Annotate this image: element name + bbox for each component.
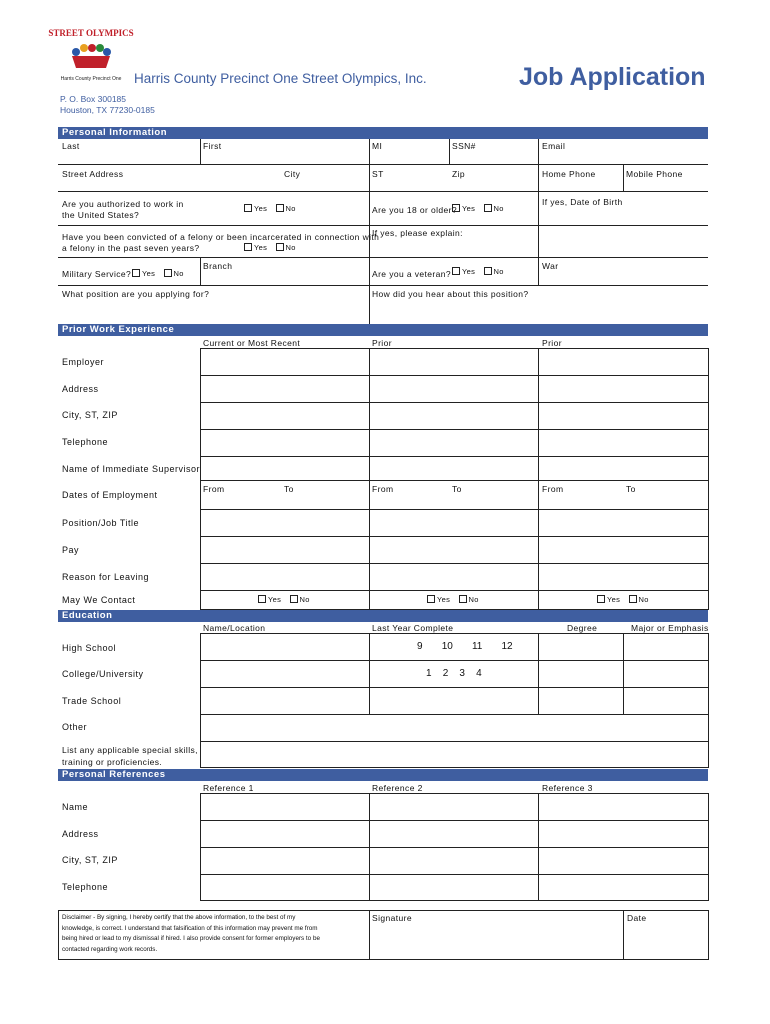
contact-no-checkbox[interactable] [459, 595, 467, 603]
label-work-address: Address [62, 384, 99, 394]
label-work-city: City, ST, ZIP [62, 410, 118, 420]
label-mobile-phone: Mobile Phone [626, 169, 683, 179]
yes-label: Yes [437, 595, 451, 604]
label-email: Email [542, 141, 566, 151]
felony-options [244, 243, 302, 252]
yes-label: Yes [254, 243, 268, 252]
from-label-2: From [372, 484, 394, 494]
disclaimer-line-1: Disclaimer - By signing, I hereby certify that the above information, to the best of my [62, 914, 296, 921]
no-label: No [173, 269, 184, 278]
work-col-current: Current or Most Recent [203, 338, 301, 348]
label-other: Other [62, 722, 88, 732]
label-hear: How did you hear about this position? [372, 289, 529, 299]
from-label-1: From [203, 484, 225, 494]
no-label: No [468, 595, 479, 604]
label-military: Military Service? [62, 269, 132, 279]
first-name-input[interactable] [203, 152, 370, 164]
section-personal-references: Personal References [58, 769, 708, 781]
address-line1: P. O. Box 300185 [60, 94, 127, 104]
college-year-3[interactable]: 3 [459, 668, 465, 679]
label-first: First [203, 141, 222, 151]
section-personal-information: Personal Information [58, 127, 708, 139]
work-col-prior-1: Prior [372, 338, 392, 348]
no-label: No [638, 595, 649, 604]
label-st: ST [372, 169, 384, 179]
label-authorized-2: the United States? [62, 210, 140, 220]
label-age-question: Are you 18 or older? [372, 205, 458, 215]
edu-col-degree: Degree [567, 623, 598, 633]
label-high-school: High School [62, 643, 117, 653]
org-name: Harris County Precinct One Street Olympics, Inc. [134, 71, 427, 86]
work-col-prior-2: Prior [542, 338, 562, 348]
work-grid[interactable] [200, 348, 709, 610]
logo-text: STREET OLYMPICS [48, 28, 134, 38]
no-label: No [493, 267, 504, 276]
hs-year-11[interactable]: 11 [471, 641, 483, 652]
label-signature: Signature [372, 913, 412, 923]
label-ssn: SSN# [452, 141, 476, 151]
edu-col-major: Major or Emphasis [631, 623, 709, 633]
logo-subtext: Harris County Precinct One [60, 76, 122, 82]
label-veteran: Are you a veteran? [372, 269, 452, 279]
authorized-options [244, 204, 302, 213]
label-dates: Dates of Employment [62, 490, 158, 500]
disclaimer-line-4: contacted regarding work records. [62, 945, 158, 953]
contact-yes-checkbox[interactable] [427, 595, 435, 603]
yes-label: Yes [142, 269, 156, 278]
label-street: Street Address [62, 169, 124, 179]
hs-year-options [417, 641, 513, 652]
date-field[interactable] [627, 925, 705, 957]
no-label: No [299, 595, 310, 604]
veteran-options [452, 267, 510, 276]
section-prior-work: Prior Work Experience [58, 324, 708, 336]
label-ref-name: Name [62, 802, 89, 812]
hs-year-10[interactable]: 10 [441, 641, 453, 652]
to-label-1: To [284, 484, 294, 494]
label-ref-city: City, ST, ZIP [62, 855, 118, 865]
from-label-3: From [542, 484, 564, 494]
yes-label: Yes [462, 204, 476, 213]
military-yes-checkbox[interactable] [132, 269, 140, 277]
label-felony-2: a felony in the past seven years? [62, 243, 200, 253]
to-label-3: To [626, 484, 636, 494]
contact-yes-checkbox[interactable] [258, 595, 266, 603]
contact-yes-checkbox[interactable] [597, 595, 605, 603]
label-dob: If yes, Date of Birth [542, 197, 623, 207]
label-employer: Employer [62, 357, 105, 367]
logo [48, 22, 134, 90]
doc-title: Job Application [519, 63, 706, 91]
label-home-phone: Home Phone [542, 169, 596, 179]
label-position: What position are you applying for? [62, 289, 210, 299]
last-name-input[interactable] [62, 152, 200, 164]
label-mi: MI [372, 141, 383, 151]
no-label: No [493, 204, 504, 213]
college-year-2[interactable]: 2 [442, 668, 449, 679]
no-label: No [285, 204, 296, 213]
contact-options-2 [427, 595, 485, 604]
contact-options-1 [258, 595, 316, 604]
edu-col-name: Name/Location [203, 623, 266, 633]
education-grid[interactable] [200, 633, 709, 768]
label-branch: Branch [203, 261, 233, 271]
veteran-no-checkbox[interactable] [484, 267, 492, 275]
yes-label: Yes [254, 204, 268, 213]
label-ref-address: Address [62, 829, 99, 839]
no-label: No [285, 243, 296, 252]
label-zip: Zip [452, 169, 466, 179]
label-pay: Pay [62, 545, 80, 555]
felony-yes-checkbox[interactable] [244, 243, 252, 251]
label-last: Last [62, 141, 80, 151]
yes-label: Yes [268, 595, 282, 604]
edu-col-last-year: Last Year Complete [372, 623, 454, 633]
to-label-2: To [452, 484, 462, 494]
military-options [132, 269, 190, 278]
ref-col-1: Reference 1 [203, 783, 254, 793]
age-options [452, 204, 510, 213]
authorized-yes-checkbox[interactable] [244, 204, 252, 212]
section-education: Education [58, 610, 708, 622]
label-supervisor: Name of Immediate Supervisor [62, 464, 201, 474]
disclaimer-line-3: being hired or lead to my dismissal if hired. I also provide consent for former employers to be [62, 935, 320, 942]
ref-col-3: Reference 3 [542, 783, 593, 793]
label-reason: Reason for Leaving [62, 572, 150, 582]
contact-no-checkbox[interactable] [290, 595, 298, 603]
college-year-1[interactable]: 1 [426, 668, 432, 679]
authorized-no-checkbox[interactable] [276, 204, 284, 212]
disclaimer-line-2: knowledge, is correct. I understand that falsification of this information may prevent me from [62, 924, 318, 932]
label-skills-2: training or proficiencies. [62, 757, 163, 767]
hs-year-9[interactable]: 9 [417, 641, 423, 652]
label-may-contact: May We Contact [62, 595, 136, 605]
label-skills-1: List any applicable special skills, [62, 745, 198, 755]
label-work-telephone: Telephone [62, 437, 109, 447]
college-year-options [426, 668, 482, 679]
age-yes-checkbox[interactable] [452, 204, 460, 212]
logo-graphic [48, 22, 134, 90]
label-trade-school: Trade School [62, 696, 122, 706]
contact-options-3 [597, 595, 655, 604]
military-no-checkbox[interactable] [164, 269, 172, 277]
disclaimer-text [62, 913, 320, 955]
signature-field[interactable] [372, 925, 618, 957]
label-college: College/University [62, 669, 144, 679]
college-year-4[interactable]: 4 [476, 668, 482, 679]
ref-col-2: Reference 2 [372, 783, 423, 793]
label-ref-telephone: Telephone [62, 882, 109, 892]
address-line2: Houston, TX 77230-0185 [60, 105, 155, 115]
label-job-title: Position/Job Title [62, 518, 140, 528]
label-war: War [542, 261, 559, 271]
contact-no-checkbox[interactable] [629, 595, 637, 603]
label-authorized-1: Are you authorized to work in [62, 199, 184, 209]
yes-label: Yes [462, 267, 476, 276]
label-felony-1: Have you been convicted of a felony or been incarcerated in connection with [62, 232, 380, 242]
age-no-checkbox[interactable] [484, 204, 492, 212]
label-date: Date [627, 913, 647, 923]
label-city: City [284, 169, 301, 179]
felony-no-checkbox[interactable] [276, 243, 284, 251]
veteran-yes-checkbox[interactable] [452, 267, 460, 275]
hs-year-12[interactable]: 12 [501, 641, 513, 652]
label-explain: If yes, please explain: [372, 228, 463, 238]
yes-label: Yes [607, 595, 621, 604]
